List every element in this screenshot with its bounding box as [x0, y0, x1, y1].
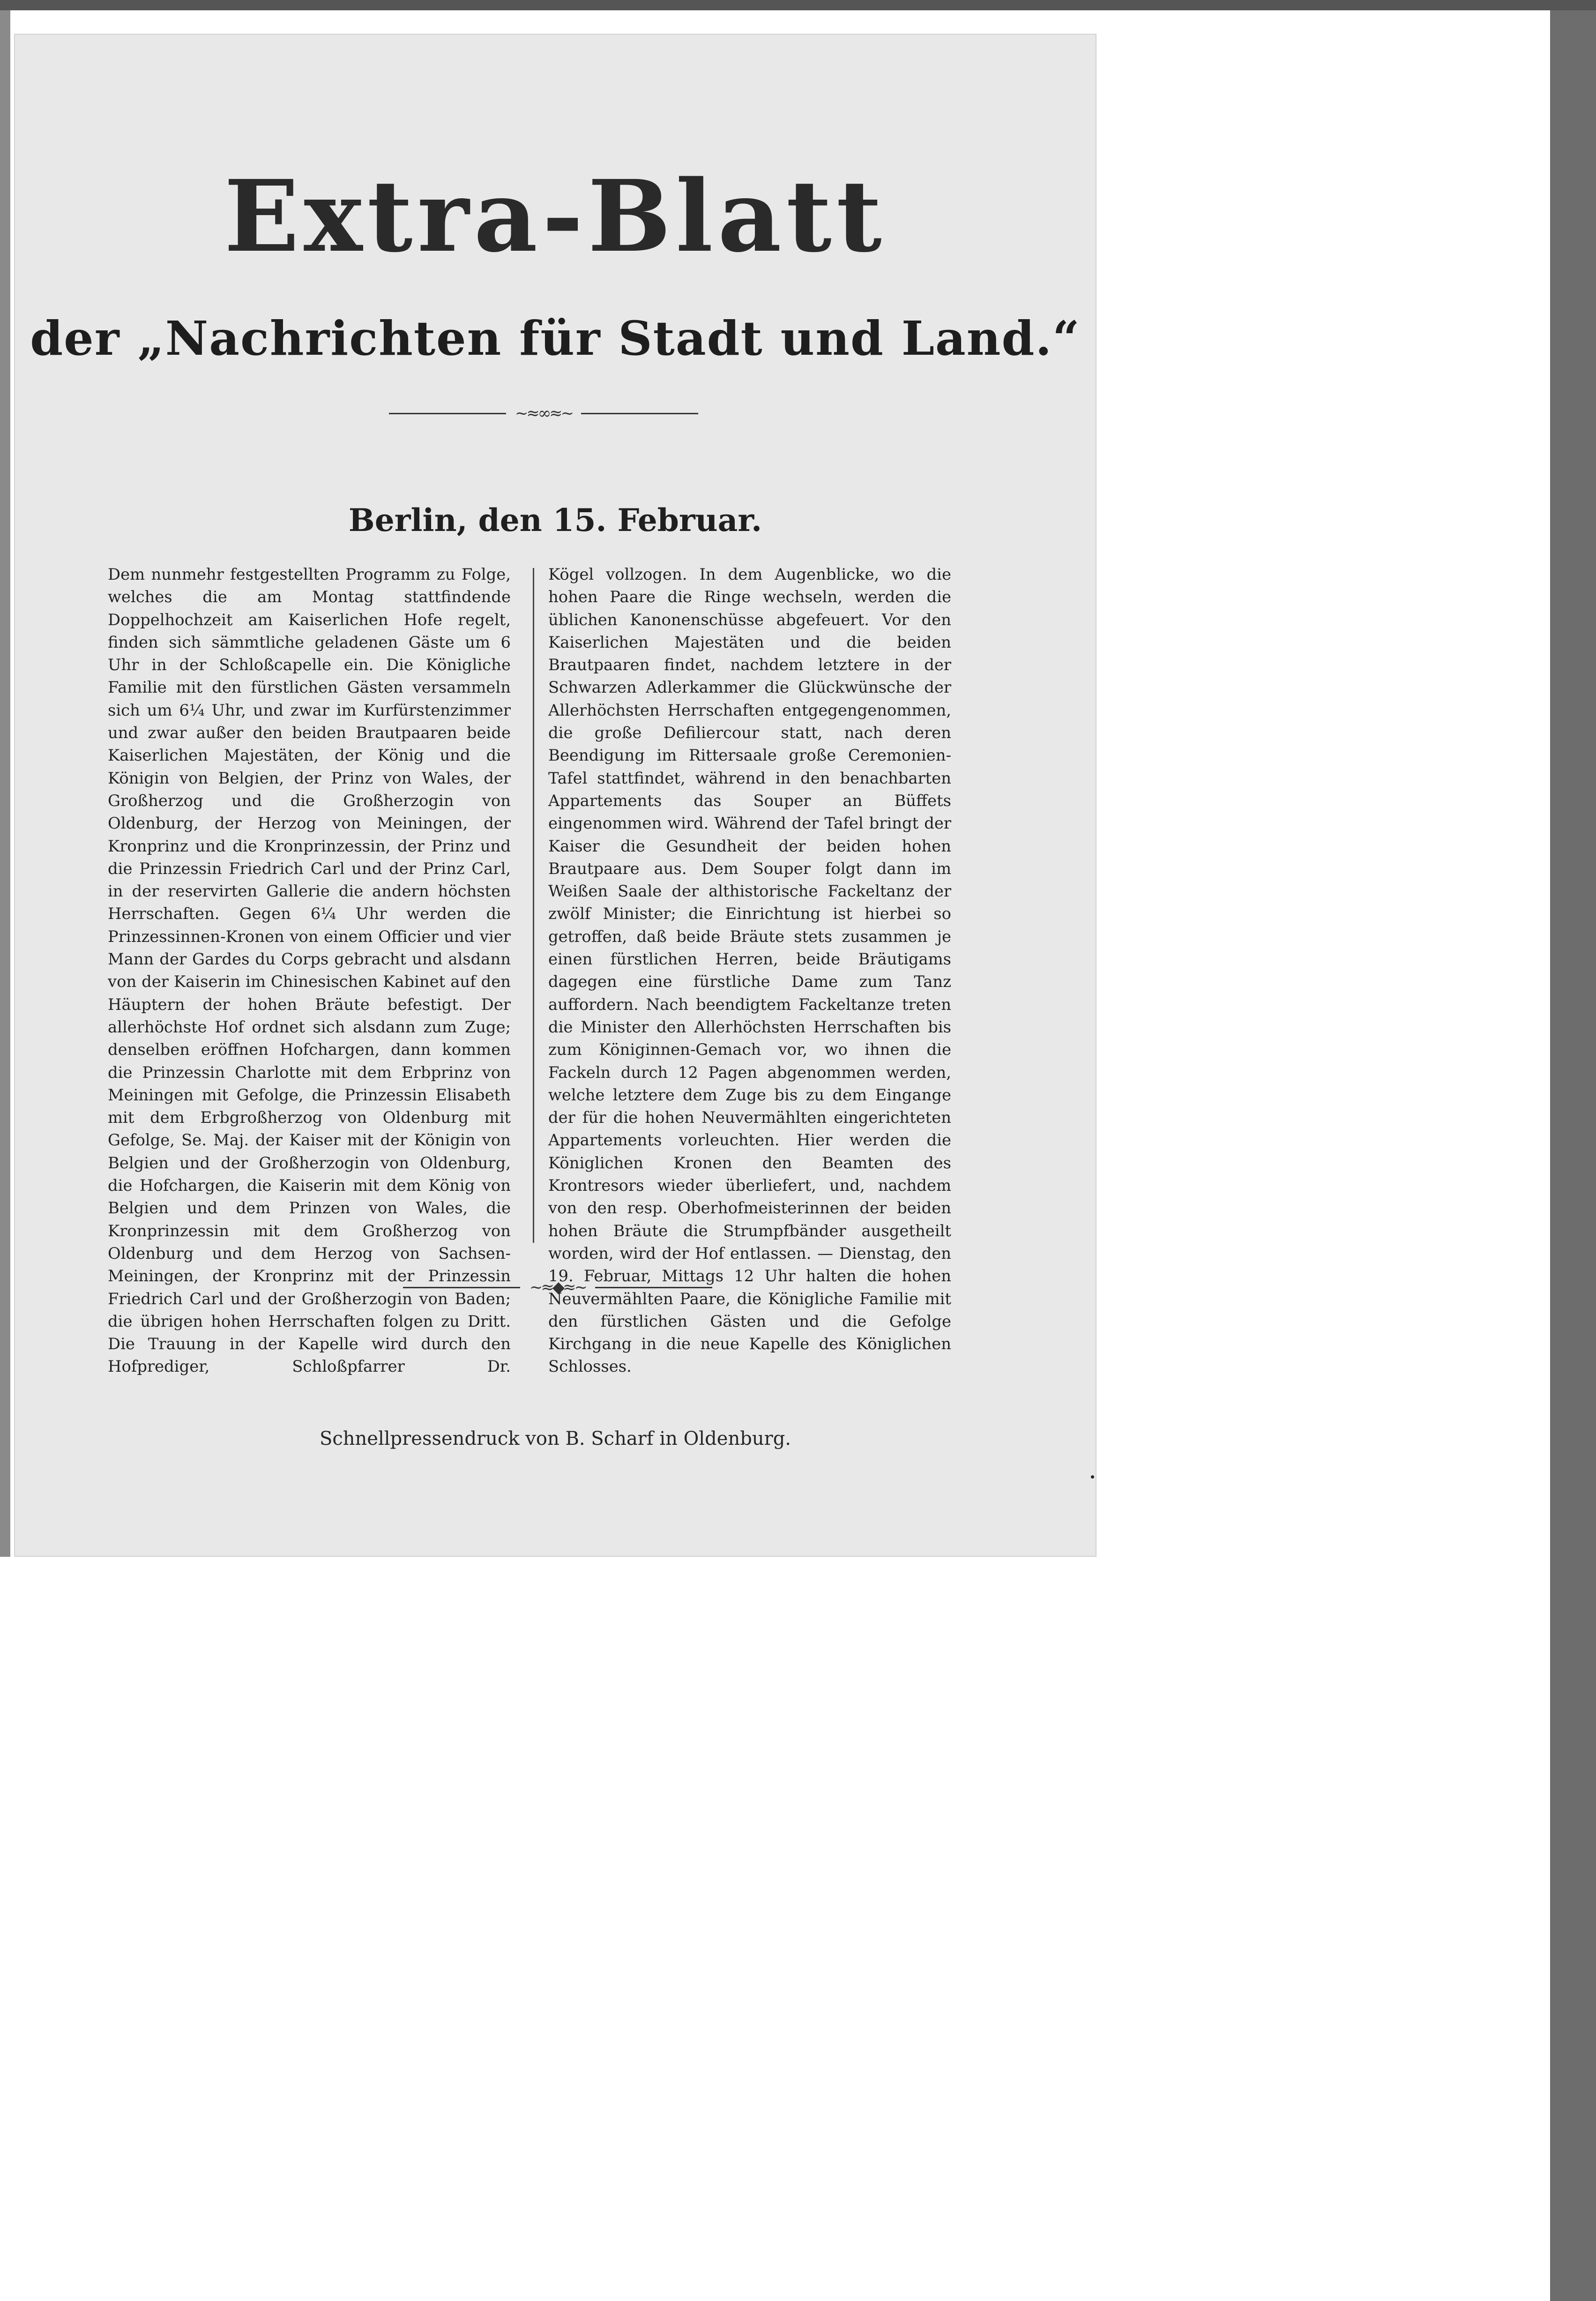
newspaper-sheet — [14, 34, 1096, 1557]
scan-top-edge — [0, 0, 1596, 10]
printer-imprint: Schnellpressendruck von B. Scharf in Oldenburg. — [319, 1428, 791, 1449]
ornament-divider-bottom — [403, 1278, 712, 1297]
ornament-line-left — [403, 1287, 520, 1288]
ornament-flourish: ~≈◆≈~ — [529, 1278, 586, 1297]
ornament-line-right — [595, 1287, 712, 1288]
article-dateline: Berlin, den 15. Februar. — [348, 502, 762, 538]
scan-speck — [1091, 1475, 1094, 1479]
ornament-flourish: ~≈∞≈~ — [515, 404, 573, 423]
scan-left-edge — [0, 10, 10, 1557]
ornament-line-left — [389, 413, 506, 414]
ornament-line-right — [581, 413, 698, 414]
ornament-divider-top — [389, 404, 698, 423]
masthead-title: Extra-Blatt — [224, 158, 887, 274]
masthead-subtitle: der „Nachrichten für Stadt und Land.“ — [30, 311, 1081, 366]
column-divider-rule — [533, 568, 534, 1243]
article-column-right: Kögel vollzogen. In dem Augenblicke, wo die hohen Paare die Ringe wechseln, werden die üblichen Kanonenschüsse abgefeuert. Vor den Kaiserlichen Majestäten und die beiden Brautpaaren findet, nachdem letztere in der Schwarzen Adlerkammer die Glückwünsche der Allerhöchsten Herrschaften entgegengenommen, die große Defiliercour statt, nach deren Beendigung im Rittersaale große Ceremonien-Tafel stattfindet, während in den benachbarten Appartements das Souper an Büffets eingenommen wird. Während der Tafel bringt der Kaiser die Gesundheit der beiden hohen Brautpaare aus. Dem Souper folgt dann im Weißen Saale der althistorische Fackeltanz der zwölf Minister; die Einrichtung ist hierbei so getroffen, daß beide Bräute stets zusammen je einen fürstlichen Herren, beide Bräutigams dagegen eine fürstliche Dame zum Tanz auffordern. Nach beendigtem Fackeltanze treten die Minister den Allerhöchsten Herrschaften bis zum Königinnen-Gemach vor, wo ihnen die Fackeln durch 12 Pagen abgenommen werden, welche letztere dem Zuge bis zu dem Eingange der für die hohen Neuvermählten eingerichteten Appartements vorleuchten. Hier werden die Königlichen Kronen den Beamten des Krontresors wieder überliefert, und, nachdem von den resp. Oberhofmeisterinnen der beiden hohen Bräute die Strumpfbänder ausgetheilt worden, wird der Hof entlassen. — Dienstag, den 19. Februar, Mittags 12 Uhr halten die hohen Neuvermählten Paare, die Königliche Familie mit den fürstlichen Gästen und die Gefolge Kirchgang in die neue Kapelle des Königlichen Schlosses. — [548, 565, 951, 1376]
article-column-left: Dem nunmehr festgestellten Programm zu Folge, welches die am Montag stattfindende Doppelhochzeit am Kaiserlichen Hofe regelt, finden sich sämmtliche geladenen Gäste um 6 Uhr in der Schloßcapelle ein. Die Königliche Familie mit den fürstlichen Gästen versammeln sich um 6¼ Uhr, und zwar im Kurfürstenzimmer und zwar außer den beiden Brautpaaren beide Kaiserlichen Majestäten, der König und die Königin von Belgien, der Prinz von Wales, der Großherzog und die Großherzogin von Oldenburg, der Herzog von Meiningen, der Kronprinz und die Kronprinzessin, der Prinz und die Prinzessin Friedrich Carl und der Prinz Carl, in der reservirten Gallerie die andern höchsten Herrschaften. Gegen 6¼ Uhr werden die Prinzessinnen-Kronen von einem Officier und vier Mann der Gardes du Corps gebracht und alsdann von der Kaiserin im Chinesischen Kabinet auf den Häuptern der hohen Bräute befestigt. Der allerhöchste Hof ordnet sich alsdann zum Zuge; denselben eröffnen Hofchargen, dann kommen die Prinzessin Charlotte mit dem Erbprinz von Meiningen mit Gefolge, die Prinzessin Elisabeth mit dem Erbgroßherzog von Oldenburg mit Gefolge, Se. Maj. der Kaiser mit der Königin von Belgien und der Großherzogin von Oldenburg, die Hofchargen, die Kaiserin mit dem König von Belgien und dem Prinzen von Wales, die Kronprinzessin mit dem Großherzog von Oldenburg und dem Herzog von Sachsen-Meiningen, der Kronprinz mit der Prinzessin Friedrich Carl und der Großherzogin von Baden; die übrigen hohen Herrschaften folgen zu Dritt. Die Trauung in der Kapelle wird durch den Hofprediger, Schloßpfarrer Dr. — [108, 565, 511, 1376]
scan-right-edge — [1550, 10, 1596, 2301]
